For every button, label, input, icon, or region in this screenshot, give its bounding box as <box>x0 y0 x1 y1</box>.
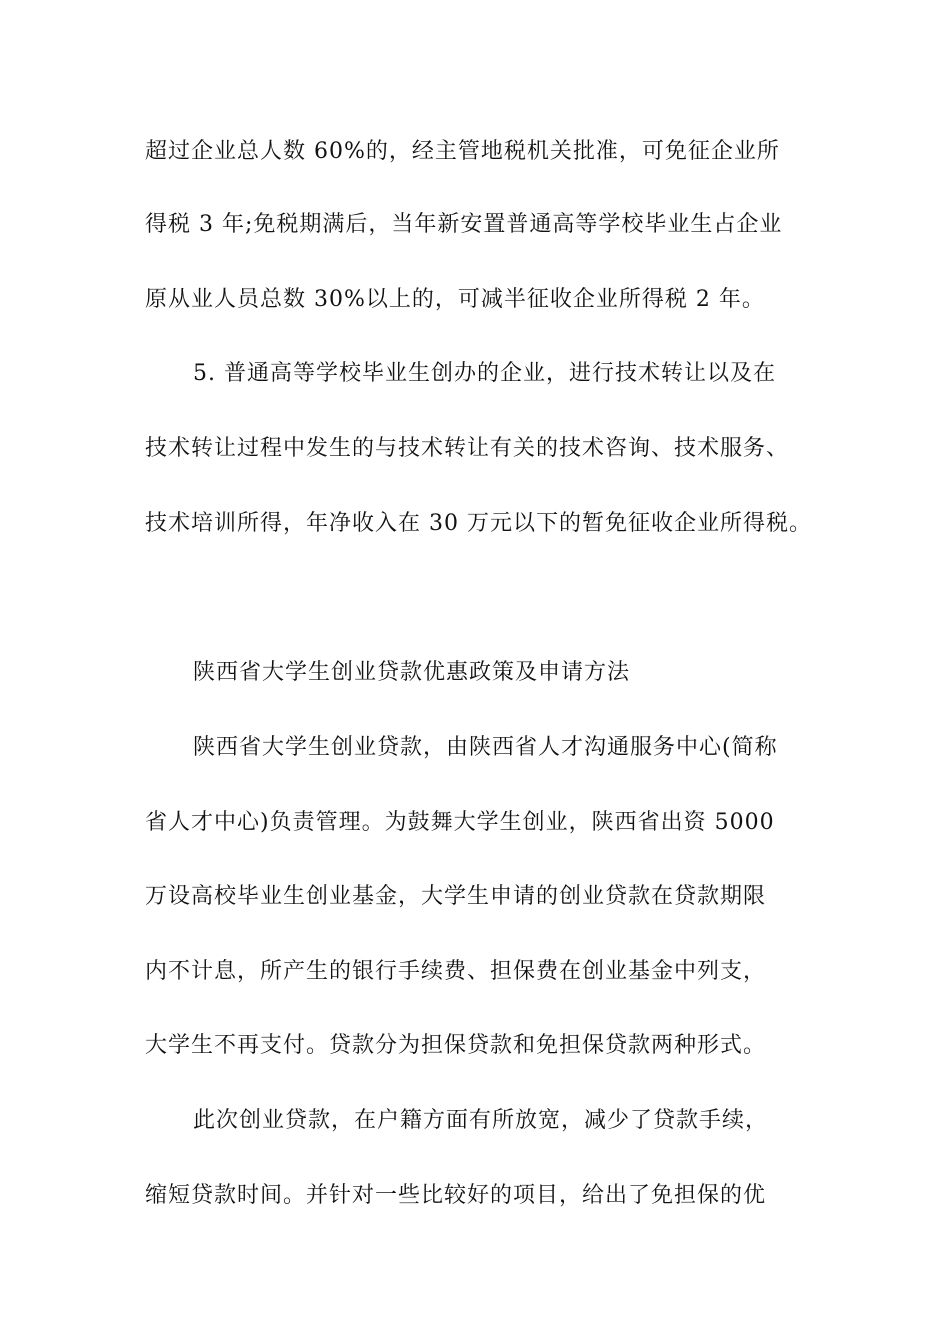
paragraph-line: 超过企业总人数 60%的，经主管地税机关批准，可免征企业所 <box>145 139 780 164</box>
paragraph-line: 大学生不再支付。贷款分为担保贷款和免担保贷款两种形式。 <box>145 1033 767 1058</box>
paragraph-line: 万设高校毕业生创业基金，大学生申请的创业贷款在贷款期限 <box>145 884 767 909</box>
paragraph-line: 内不计息，所产生的银行手续费、担保费在创业基金中列支， <box>145 959 767 984</box>
paragraph-line: 技术转让过程中发生的与技术转让有关的技术咨询、技术服务、 <box>145 436 790 461</box>
section-heading: 陕西省大学生创业贷款优惠政策及申请方法 <box>193 660 631 685</box>
paragraph-line: 5. 普通高等学校毕业生创办的企业，进行技术转让以及在 <box>193 361 776 386</box>
paragraph-line: 得税 3 年;免税期满后，当年新安置普通高等学校毕业生占企业 <box>145 212 783 237</box>
paragraph-line: 缩短贷款时间。并针对一些比较好的项目，给出了免担保的优 <box>145 1183 767 1208</box>
paragraph-line: 省人才中心)负责管理。为鼓舞大学生创业，陕西省出资 5000 <box>145 810 775 835</box>
paragraph-line: 技术培训所得，年净收入在 30 万元以下的暂免征收企业所得税。 <box>145 511 812 536</box>
paragraph-line: 此次创业贷款，在户籍方面有所放宽，减少了贷款手续， <box>193 1108 769 1133</box>
paragraph-line: 陕西省大学生创业贷款，由陕西省人才沟通服务中心(简称 <box>193 735 778 760</box>
paragraph-line: 原从业人员总数 30%以上的，可减半征收企业所得税 2 年。 <box>145 287 765 312</box>
